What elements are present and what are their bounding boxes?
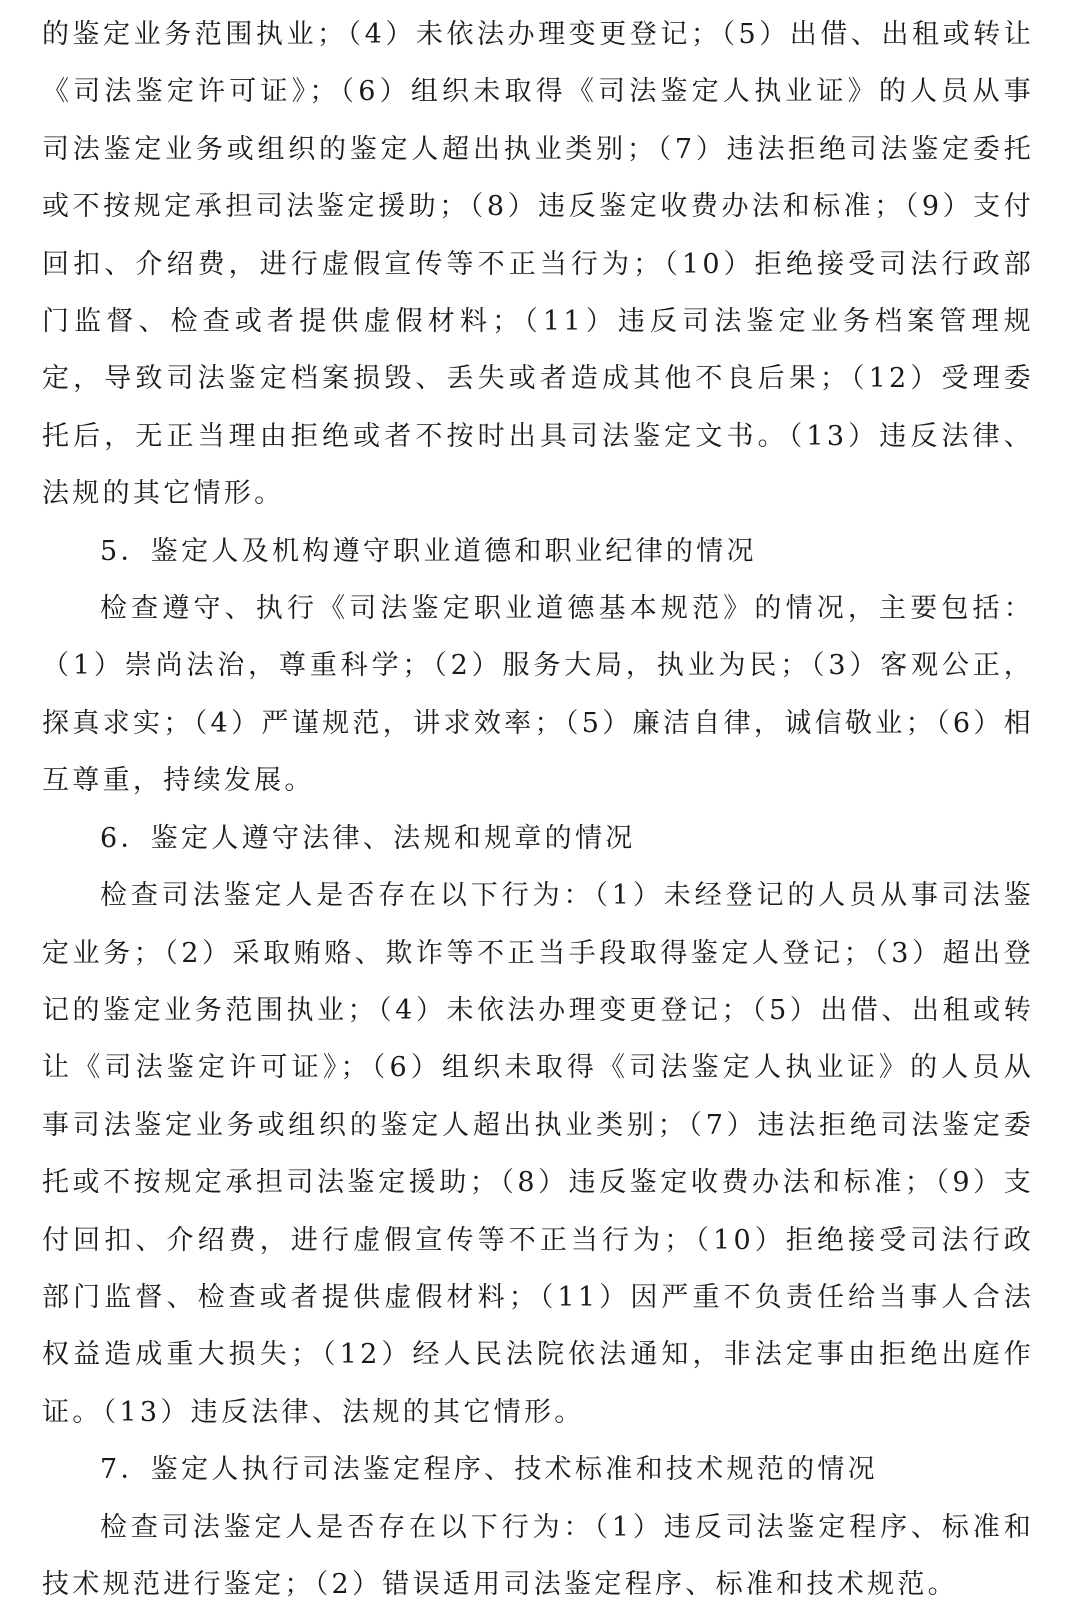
section-heading-5: 5．鉴定人及机构遵守职业道德和职业纪律的情况 <box>100 535 757 567</box>
paragraph-section-6: 检查司法鉴定人是否存在以下行为：（1）未经登记的人员从事司法鉴定业务；（2）采取贿赂、欺诈等不正当手段取得鉴定人登记；（3）超出登记的鉴定业务范围执业；（4）未依法办理变更登记；（5）出借、出租或转让《司法鉴定许可证》；（6）组织未取得《司法鉴定人执业证》的人员从事司法鉴定业务或组织的鉴定人超出执业类别；（7）违法拒绝司法鉴定委托或不按规定承担司法鉴定援助；（8）违反鉴定收费办法和标准；（9）支付回扣、介绍费，进行虚假宣传等不正当行为；（10）拒绝接受司法行政部门监督、检查或者提供虚假材料；（11）因严重不负责任给当事人合法权益造成重大损失；（12）经人民法院依法通知，非法定事由拒绝出庭作证。（13）违反法律、法规的其它情形。 <box>42 880 1034 1428</box>
document-page <box>42 6 1034 1613</box>
paragraph-section-5: 检查遵守、执行《司法鉴定职业道德基本规范》的情况，主要包括：（1）崇尚法治，尊重科学；（2）服务大局，执业为民；（3）客观公正，探真求实；（4）严谨规范，讲求效率；（5）廉洁自律，诚信敬业；（6）相互尊重，持续发展。 <box>42 593 1034 797</box>
section-heading-7: 7．鉴定人执行司法鉴定程序、技术标准和技术规范的情况 <box>100 1454 878 1486</box>
paragraph-continuation: 的鉴定业务范围执业；（4）未依法办理变更登记；（5）出借、出租或转让《司法鉴定许可证》；（6）组织未取得《司法鉴定人执业证》的人员从事司法鉴定业务或组织的鉴定人超出执业类别；（7）违法拒绝司法鉴定委托或不按规定承担司法鉴定援助；（8）违反鉴定收费办法和标准；（9）支付回扣、介绍费，进行虚假宣传等不正当行为；（10）拒绝接受司法行政部门监督、检查或者提供虚假材料；（11）违反司法鉴定业务档案管理规定，导致司法鉴定档案损毁、丢失或者造成其他不良后果；（12）受理委托后，无正当理由拒绝或者不按时出具司法鉴定文书。（13）违反法律、法规的其它情形。 <box>42 19 1034 510</box>
section-heading-6: 6．鉴定人遵守法律、法规和规章的情况 <box>100 822 636 854</box>
paragraph-section-7: 检查司法鉴定人是否存在以下行为：（1）违反司法鉴定程序、标准和技术规范进行鉴定；（2）错误适用司法鉴定程序、标准和技术规范。 <box>42 1511 1034 1600</box>
